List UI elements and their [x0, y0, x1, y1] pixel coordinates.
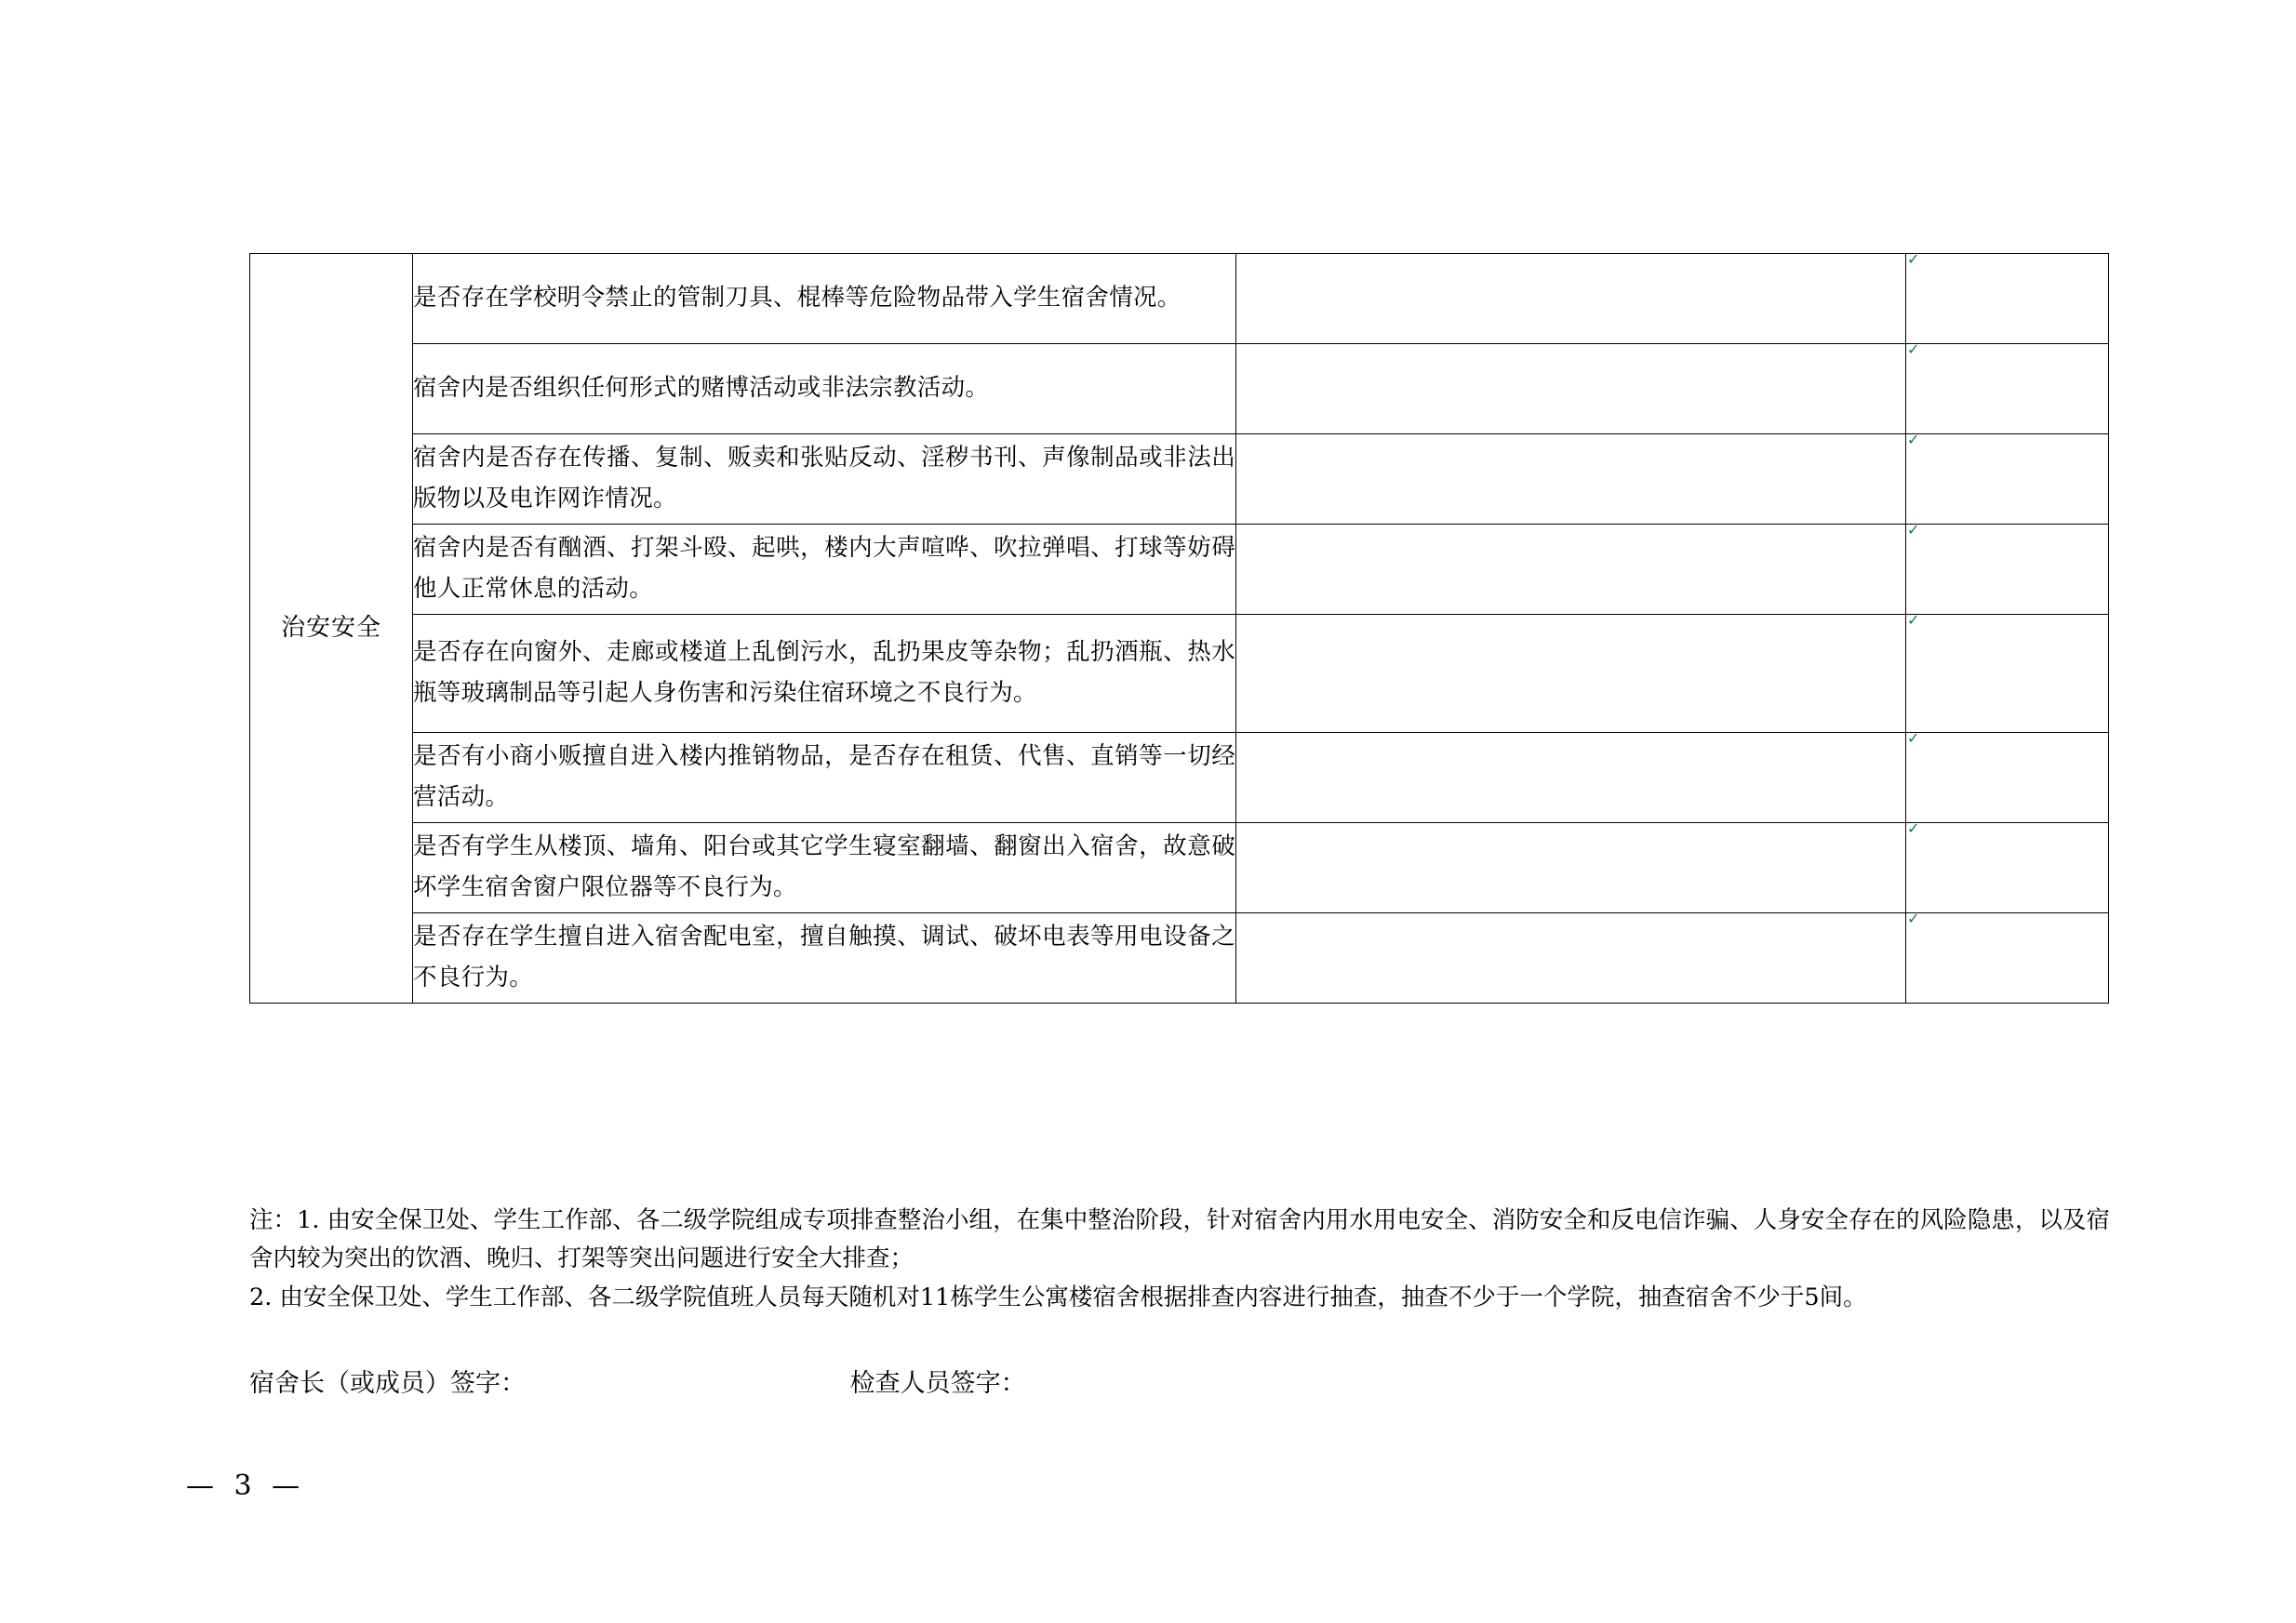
remark-cell[interactable]	[1906, 431, 2109, 525]
note-line-1: 注：1. 由安全保卫处、学生工作部、各二级学院组成专项排查整治小组，在集中整治阶段，针对宿舍内用水用电安全、消防安全和反电信诈骗、人身安全存在的风险隐患，以及宿舍内较为突出的饮酒、晚归、打架等突出问题进行安全大排查；	[249, 1206, 2110, 1273]
note-line-2: 2. 由安全保卫处、学生工作部、各二级学院值班人员每天随机对11栋学生公寓楼宿舍根据排查内容进行抽查，抽查不少于一个学院，抽查宿舍不少于5间。	[249, 1283, 1867, 1311]
result-cell[interactable]	[1236, 615, 1906, 733]
signature-block	[249, 1365, 1924, 1403]
checklist-item-text: 宿舍内是否有酗酒、打架斗殴、起哄，楼内大声喧哗、吹拉弹唱、打球等妨碍他人正常休息的活动。	[413, 525, 1236, 615]
page-number: — 3 —	[186, 1470, 306, 1502]
remark-cell[interactable]	[1906, 340, 2109, 434]
checklist-item-text: 是否存在向窗外、走廊或楼道上乱倒污水，乱扔果皮等杂物；乱扔酒瓶、热水瓶等玻璃制品等引起人身伤害和污染住宿环境之不良行为。	[413, 615, 1236, 733]
table-row	[250, 525, 2109, 615]
check-mark-icon: ✓	[1907, 431, 1920, 448]
check-mark-icon: ✓	[1907, 819, 1920, 837]
result-cell[interactable]	[1236, 344, 1906, 434]
result-cell[interactable]	[1236, 434, 1906, 525]
check-mark-icon: ✓	[1907, 250, 1920, 268]
check-mark-icon: ✓	[1907, 340, 1920, 358]
result-cell[interactable]	[1236, 733, 1906, 823]
remark-cell[interactable]	[1906, 250, 2109, 344]
check-mark-icon: ✓	[1907, 521, 1920, 539]
checklist-item-text: 是否存在学校明令禁止的管制刀具、棍棒等危险物品带入学生宿舍情况。	[413, 254, 1236, 344]
remark-cell[interactable]	[1906, 910, 2109, 1004]
checklist-item-text: 是否存在学生擅自进入宿舍配电室，擅自触摸、调试、破坏电表等用电设备之不良行为。	[413, 913, 1236, 1004]
inspector-signature-label: 检查人员签字：	[849, 1369, 1026, 1398]
result-cell[interactable]	[1236, 525, 1906, 615]
result-cell[interactable]	[1236, 913, 1906, 1004]
check-mark-icon: ✓	[1907, 611, 1920, 629]
dorm-head-signature-label: 宿舍长（或成员）签字：	[249, 1369, 526, 1398]
category-cell: 治安安全	[250, 254, 413, 1004]
checklist-item-text: 是否有小商小贩擅自进入楼内推销物品，是否存在租赁、代售、直销等一切经营活动。	[413, 733, 1236, 823]
table-row	[250, 913, 2109, 1004]
remark-cell[interactable]	[1906, 819, 2109, 913]
table-row	[250, 254, 2109, 344]
check-mark-icon: ✓	[1907, 910, 1920, 927]
notes-block	[249, 1202, 2110, 1317]
check-mark-icon: ✓	[1907, 729, 1920, 747]
table-row	[250, 344, 2109, 434]
inspection-checklist-table	[249, 250, 2108, 1004]
checklist-item-text: 是否有学生从楼顶、墙角、阳台或其它学生寝室翻墙、翻窗出入宿舍，故意破坏学生宿舍窗户限位器等不良行为。	[413, 823, 1236, 913]
checklist-item-text: 宿舍内是否组织任何形式的赌博活动或非法宗教活动。	[413, 344, 1236, 434]
table-row	[250, 823, 2109, 913]
checklist-item-text: 宿舍内是否存在传播、复制、贩卖和张贴反动、淫秽书刊、声像制品或非法出版物以及电诈网诈情况。	[413, 434, 1236, 525]
remark-cell[interactable]	[1906, 521, 2109, 615]
result-cell[interactable]	[1236, 254, 1906, 344]
result-cell[interactable]	[1236, 823, 1906, 913]
remark-cell[interactable]	[1906, 611, 2109, 733]
table-row	[250, 434, 2109, 525]
table-row	[250, 733, 2109, 823]
table-row	[250, 615, 2109, 733]
remark-cell[interactable]	[1906, 729, 2109, 823]
